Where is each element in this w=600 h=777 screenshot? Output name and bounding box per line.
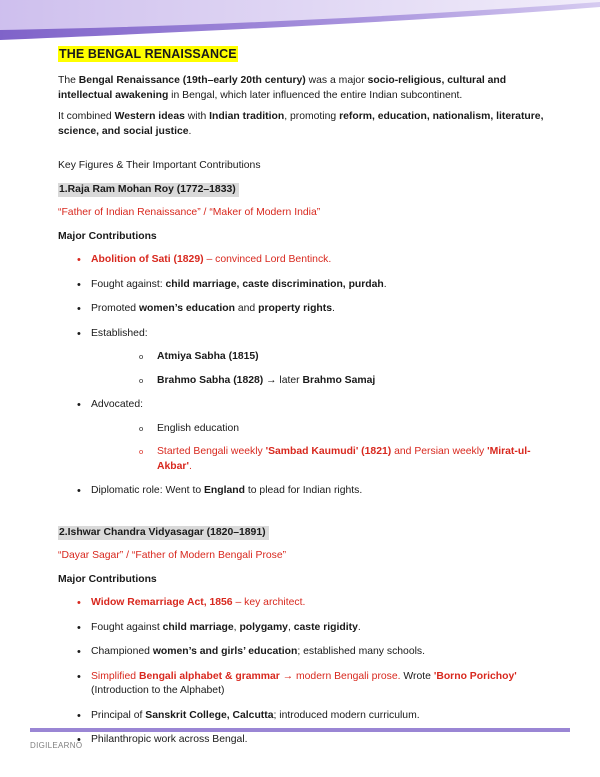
text-run: . (383, 278, 387, 290)
text-run: Abolition of Sati (1829) (91, 254, 204, 265)
text-run: . (332, 303, 335, 314)
text-run: Brahmo Samaj (302, 374, 376, 386)
text-run: Fought against (91, 621, 163, 633)
text-run: polygamy (239, 621, 288, 633)
section-heading: 2.Ishwar Chandra Vidyasagar (1820–1891) (58, 526, 269, 540)
text-run: Atmiya Sabha (1815) (157, 351, 259, 362)
section-raja-ram-mohan-roy (58, 183, 548, 499)
text-run: Principal of (91, 709, 146, 721)
text-run: child marriage (162, 621, 234, 633)
text-run: , (287, 621, 294, 633)
intro-paragraph-1 (58, 74, 548, 103)
text-run: to plead for Indian rights. (244, 485, 363, 496)
list-item-text (91, 485, 362, 496)
text-run: (Introduction to the Alphabet) (91, 685, 225, 696)
text-run: Western ideas (114, 111, 185, 122)
epithet: “Father of Indian Renaissance” / “Maker of Modern India” (58, 207, 321, 218)
document-body (58, 46, 548, 758)
text-run: and (234, 303, 259, 314)
list-item (58, 670, 548, 699)
text-run: English education (157, 422, 240, 434)
text-run: . (357, 621, 361, 633)
list-item (58, 253, 548, 268)
text-run: Diplomatic role: Went to (91, 485, 204, 496)
list-item (58, 278, 548, 293)
list-item-text (91, 328, 148, 339)
sub-list-item (91, 422, 548, 437)
major-contributions-heading: Major Contributions (58, 573, 157, 585)
list-item (58, 596, 548, 611)
text-run: Started Bengali weekly (157, 446, 266, 457)
text-run: Wrote (400, 670, 434, 682)
text-run: Simplified (91, 670, 139, 682)
sub-list-item (91, 374, 548, 389)
text-run: property rights (258, 303, 333, 314)
list-item-text (91, 646, 425, 657)
text-run: → later (263, 374, 303, 386)
sub-list (91, 422, 548, 475)
text-run: women’s and girls’ education (152, 646, 298, 657)
footer-divider (30, 728, 570, 732)
text-run: Widow Remarriage Act, 1856 (91, 597, 233, 608)
text-run: . (188, 125, 192, 137)
key-figures-heading: Key Figures & Their Important Contributions (58, 160, 261, 171)
text-run: Promoted (91, 303, 139, 314)
page-title: THE BENGAL RENAISSANCE (59, 47, 237, 61)
intro-paragraph-2 (58, 110, 548, 139)
text-run: – convinced Lord Bentinck. (203, 254, 332, 265)
text-run: with (184, 111, 210, 122)
text-run: was a major (305, 75, 368, 86)
text-run: Championed (91, 646, 153, 657)
text-run: 'Sambad Kaumudi' (1821) (265, 446, 392, 457)
list-item-text (91, 254, 331, 265)
text-run: → modern Bengali prose. (279, 670, 401, 682)
text-run: Bengal Renaissance (19th–early 20th century) (78, 75, 306, 86)
major-contributions-heading: Major Contributions (58, 230, 157, 242)
text-run: women’s education (138, 303, 235, 314)
list-item (58, 327, 548, 389)
text-run: Brahmo Sabha (1828) (157, 374, 264, 386)
text-run: reform, education, nationalism, literature, science, and social justice (58, 111, 544, 137)
list-item-text (91, 710, 420, 721)
text-run: socio-religious, cultural and intellectual awakening (58, 75, 507, 101)
list-item (58, 484, 548, 499)
text-run: . (188, 460, 192, 472)
text-run: , promoting (284, 111, 340, 122)
epithet: “Dayar Sagar” / “Father of Modern Bengali Prose” (58, 550, 287, 561)
text-run: Indian tradition (209, 111, 285, 122)
text-run: child marriage, caste discrimination, purdah (165, 278, 384, 290)
section-heading: 1.Raja Ram Mohan Roy (1772–1833) (58, 183, 239, 197)
text-run: The (58, 75, 79, 86)
text-run: Fought against: (91, 278, 166, 290)
list-item (58, 645, 548, 660)
list-item-text (91, 597, 305, 608)
text-run: 'Borno Porichoy' (433, 670, 517, 682)
sub-list-item (91, 445, 548, 474)
contributions-list (58, 253, 548, 499)
list-item (58, 733, 548, 748)
footer-brand: DIGILEARNO (30, 741, 83, 750)
list-item (58, 621, 548, 636)
text-run: Established: (91, 327, 148, 339)
text-run: – key architect. (232, 597, 306, 608)
list-item-text (91, 671, 517, 697)
text-run: , (233, 621, 240, 633)
text-run: and Persian weekly (391, 446, 488, 457)
sub-list (91, 350, 548, 388)
text-run: ; introduced modern curriculum. (273, 709, 420, 721)
text-run: ; established many schools. (297, 646, 425, 657)
contributions-list (58, 596, 548, 748)
sub-list-item (91, 350, 548, 365)
text-run: Bengali alphabet & grammar (138, 670, 280, 682)
header-decoration (0, 0, 600, 52)
list-item (58, 398, 548, 474)
text-run: England (204, 485, 245, 496)
text-run: Advocated: (91, 399, 143, 410)
list-item (58, 709, 548, 724)
list-item (58, 302, 548, 317)
text-run: Sanskrit College, Calcutta (145, 709, 274, 721)
section-ishwar-chandra-vidyasagar (58, 526, 548, 748)
text-run: caste rigidity (293, 621, 358, 633)
list-item-text (91, 399, 143, 410)
list-item-text (91, 734, 248, 745)
text-run: Philanthropic work across Bengal. (91, 734, 248, 745)
list-item-text (91, 622, 361, 633)
text-run: It combined (58, 111, 115, 122)
list-item-text (91, 303, 335, 314)
text-run: in Bengal, which later influenced the entire Indian subcontinent. (168, 89, 463, 101)
text-run: 'Mirat-ul-Akbar' (157, 446, 531, 472)
list-item-text (91, 279, 387, 290)
